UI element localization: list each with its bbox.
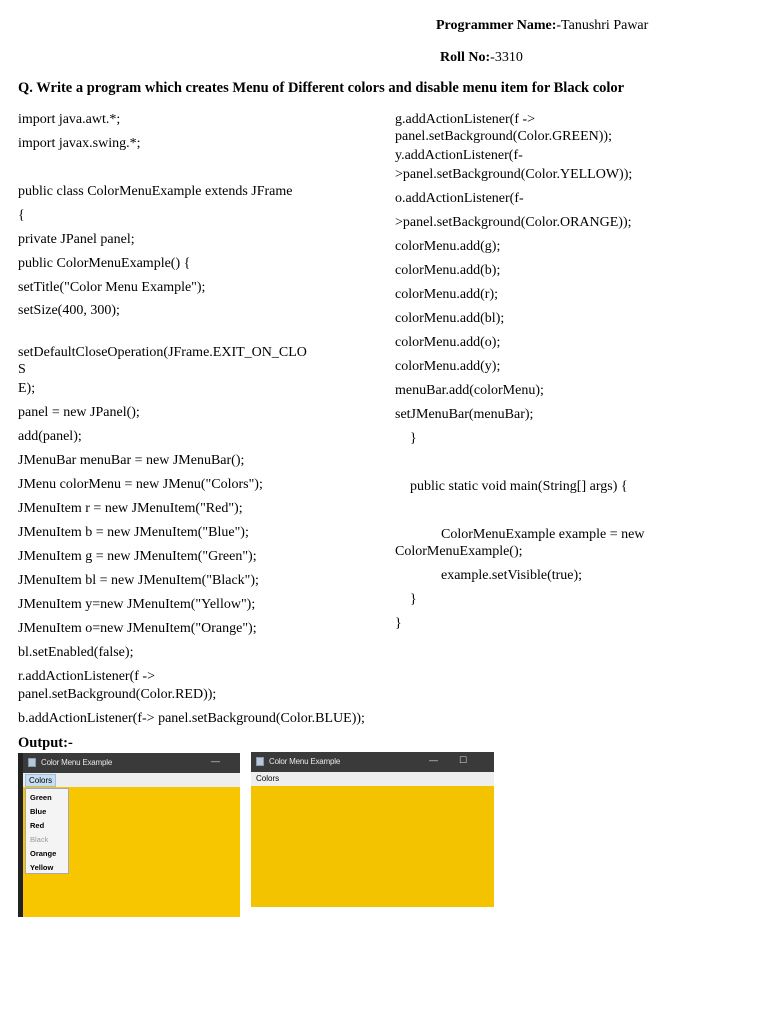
menu-item-black-disabled: Black: [30, 835, 49, 844]
minimize-icon[interactable]: —: [211, 756, 220, 766]
code-line: JMenuBar menuBar = new JMenuBar();: [18, 453, 245, 468]
code-line: import java.awt.*;: [18, 112, 121, 127]
code-line: {: [18, 208, 25, 223]
code-line: >panel.setBackground(Color.ORANGE));: [395, 215, 632, 230]
code-line: private JPanel panel;: [18, 232, 135, 247]
code-line: r.addActionListener(f ->: [18, 669, 155, 684]
menu-item-green[interactable]: Green: [30, 793, 52, 802]
code-line: g.addActionListener(f ->: [395, 112, 536, 127]
code-line: colorMenu.add(bl);: [395, 311, 505, 326]
window-title: Color Menu Example: [41, 758, 113, 767]
menu-item-blue[interactable]: Blue: [30, 807, 47, 816]
colors-menu[interactable]: Colors: [256, 774, 280, 783]
code-line: JMenuItem y=new JMenuItem("Yellow");: [18, 597, 256, 612]
colors-menu[interactable]: Colors: [25, 774, 56, 787]
code-line: b.addActionListener(f-> panel.setBackground(Color.BLUE));: [18, 711, 365, 726]
code-line: colorMenu.add(o);: [395, 335, 501, 350]
code-line: public ColorMenuExample() {: [18, 256, 191, 271]
code-line: public static void main(String[] args) {: [410, 479, 628, 494]
code-line: ColorMenuExample example = new: [441, 527, 645, 542]
colors-dropdown: [25, 788, 69, 874]
programmer-name: [436, 18, 648, 34]
code-line: }: [395, 616, 402, 631]
window-titlebar[interactable]: [251, 752, 494, 772]
code-line: JMenuItem bl = new JMenuItem("Black");: [18, 573, 259, 588]
code-line: colorMenu.add(g);: [395, 239, 501, 254]
programmer-value: -Tanushri Pawar: [556, 18, 649, 33]
minimize-icon[interactable]: —: [429, 755, 438, 765]
roll-value: -3310: [490, 50, 523, 65]
code-line: ColorMenuExample();: [395, 544, 523, 559]
window-titlebar[interactable]: [23, 753, 240, 773]
code-line: E);: [18, 381, 36, 396]
roll-number: [440, 50, 523, 66]
question-text: Q. Write a program which creates Menu of Different colors and disable menu item for Black color: [18, 80, 625, 96]
code-line: JMenuItem o=new JMenuItem("Orange");: [18, 621, 257, 636]
output-window-yellow: [251, 752, 494, 907]
code-line: y.addActionListener(f-: [395, 148, 523, 163]
java-app-icon: [28, 758, 36, 767]
code-line: panel.setBackground(Color.RED));: [18, 687, 217, 702]
code-line: colorMenu.add(y);: [395, 359, 501, 374]
menu-item-red[interactable]: Red: [30, 821, 45, 830]
code-line: bl.setEnabled(false);: [18, 645, 134, 660]
code-line: example.setVisible(true);: [441, 568, 583, 583]
programmer-label: Programmer Name:: [436, 18, 557, 33]
code-line: colorMenu.add(b);: [395, 263, 501, 278]
code-line: JMenuItem r = new JMenuItem("Red");: [18, 501, 243, 516]
code-line: setTitle("Color Menu Example");: [18, 280, 206, 295]
code-line: colorMenu.add(r);: [395, 287, 499, 302]
code-line: import javax.swing.*;: [18, 136, 141, 151]
menu-item-orange[interactable]: Orange: [30, 849, 57, 858]
code-line: add(panel);: [18, 429, 82, 444]
output-window-menu-open: [18, 753, 240, 917]
code-line: panel = new JPanel();: [18, 405, 140, 420]
menu-bar: [23, 773, 240, 787]
roll-label: Roll No:: [440, 50, 491, 65]
code-line: }: [410, 431, 417, 446]
output-label: Output:-: [18, 735, 73, 751]
java-app-icon: [256, 757, 264, 766]
menu-item-yellow[interactable]: Yellow: [30, 863, 54, 872]
code-line: public class ColorMenuExample extends JFrame: [18, 184, 293, 199]
menu-bar: [251, 772, 494, 786]
maximize-icon[interactable]: ☐: [459, 755, 468, 765]
code-line: JMenuItem b = new JMenuItem("Blue");: [18, 525, 249, 540]
code-line: o.addActionListener(f-: [395, 191, 524, 206]
code-line: setJMenuBar(menuBar);: [395, 407, 534, 422]
code-line: }: [410, 592, 417, 607]
code-line: JMenu colorMenu = new JMenu("Colors");: [18, 477, 263, 492]
code-line: S: [18, 362, 26, 377]
code-line: setSize(400, 300);: [18, 303, 120, 318]
window-title: Color Menu Example: [269, 757, 341, 766]
code-line: menuBar.add(colorMenu);: [395, 383, 544, 398]
code-line: setDefaultCloseOperation(JFrame.EXIT_ON_CLO: [18, 345, 307, 360]
code-line: panel.setBackground(Color.GREEN));: [395, 129, 612, 144]
code-line: >panel.setBackground(Color.YELLOW));: [395, 167, 633, 182]
code-line: JMenuItem g = new JMenuItem("Green");: [18, 549, 257, 564]
